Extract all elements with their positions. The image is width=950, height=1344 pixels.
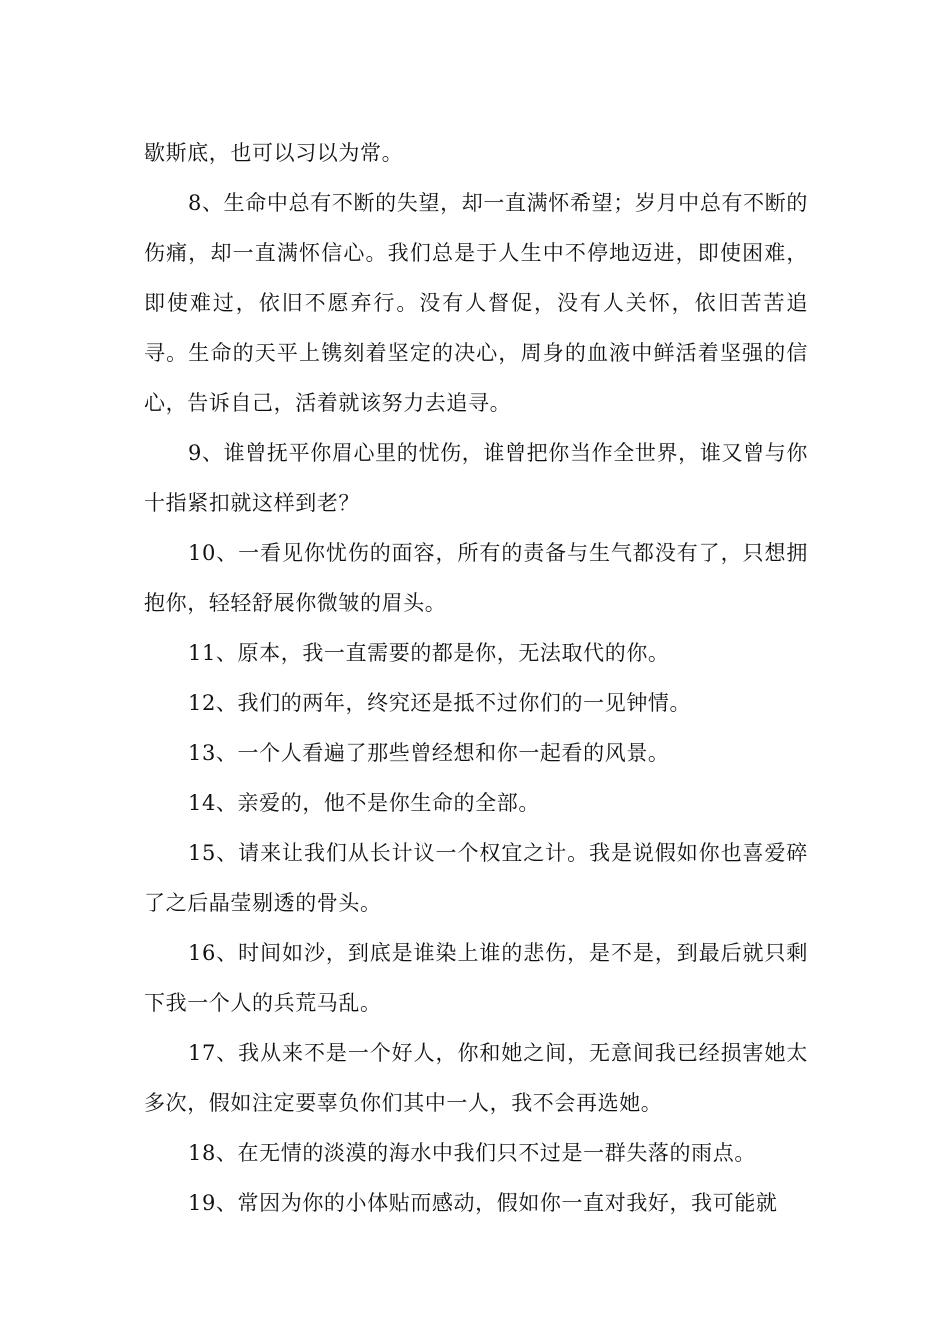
paragraph-11: 11、原本，我一直需要的都是你，无法取代的你。 [188, 641, 670, 665]
paragraph-13: 13、一个人看遍了那些曾经想和你一起看的风景。 [188, 741, 670, 765]
paragraph-10: 10、一看见你忧伤的面容，所有的责备与生气都没有了，只想拥抱你，轻轻舒展你微皱的眉头。 [144, 541, 808, 615]
paragraph-8: 8、生命中总有不断的失望，却一直满怀希望；岁月中总有不断的伤痛，却一直满怀信心。我们总是于人生中不停地迈进，即使困难，即使难过，依旧不愿弃行。没有人督促，没有人关怀，依旧苦苦追寻。生命的天平上镌刻着坚定的决心，周身的血液中鲜活着坚强的信心，告诉自己，活着就该努力去追寻。 [144, 191, 808, 415]
paragraph-14: 14、亲爱的，他不是你生命的全部。 [188, 791, 540, 815]
paragraph-9: 9、谁曾抚平你眉心里的忧伤，谁曾把你当作全世界，谁又曾与你十指紧扣就这样到老？ [144, 441, 808, 515]
paragraph-19: 19、常因为你的小体贴而感动，假如你一直对我好，我可能就 [188, 1191, 778, 1215]
document-body [144, 128, 808, 1228]
paragraph-18: 18、在无情的淡漠的海水中我们只不过是一群失落的雨点。 [188, 1141, 756, 1165]
paragraph-17: 17、我从来不是一个好人，你和她之间，无意间我已经损害她太多次，假如注定要辜负你们其中一人，我不会再选她。 [144, 1041, 808, 1115]
paragraph-15: 15、请来让我们从长计议一个权宜之计。我是说假如你也喜爱碎了之后晶莹剔透的骨头。 [144, 841, 808, 915]
paragraph-12: 12、我们的两年，终究还是抵不过你们的一见钟情。 [188, 691, 692, 715]
paragraph-16: 16、时间如沙，到底是谁染上谁的悲伤，是不是，到最后就只剩下我一个人的兵荒马乱。 [144, 941, 808, 1015]
paragraph-continued: 歇斯底，也可以习以为常。 [144, 141, 404, 165]
